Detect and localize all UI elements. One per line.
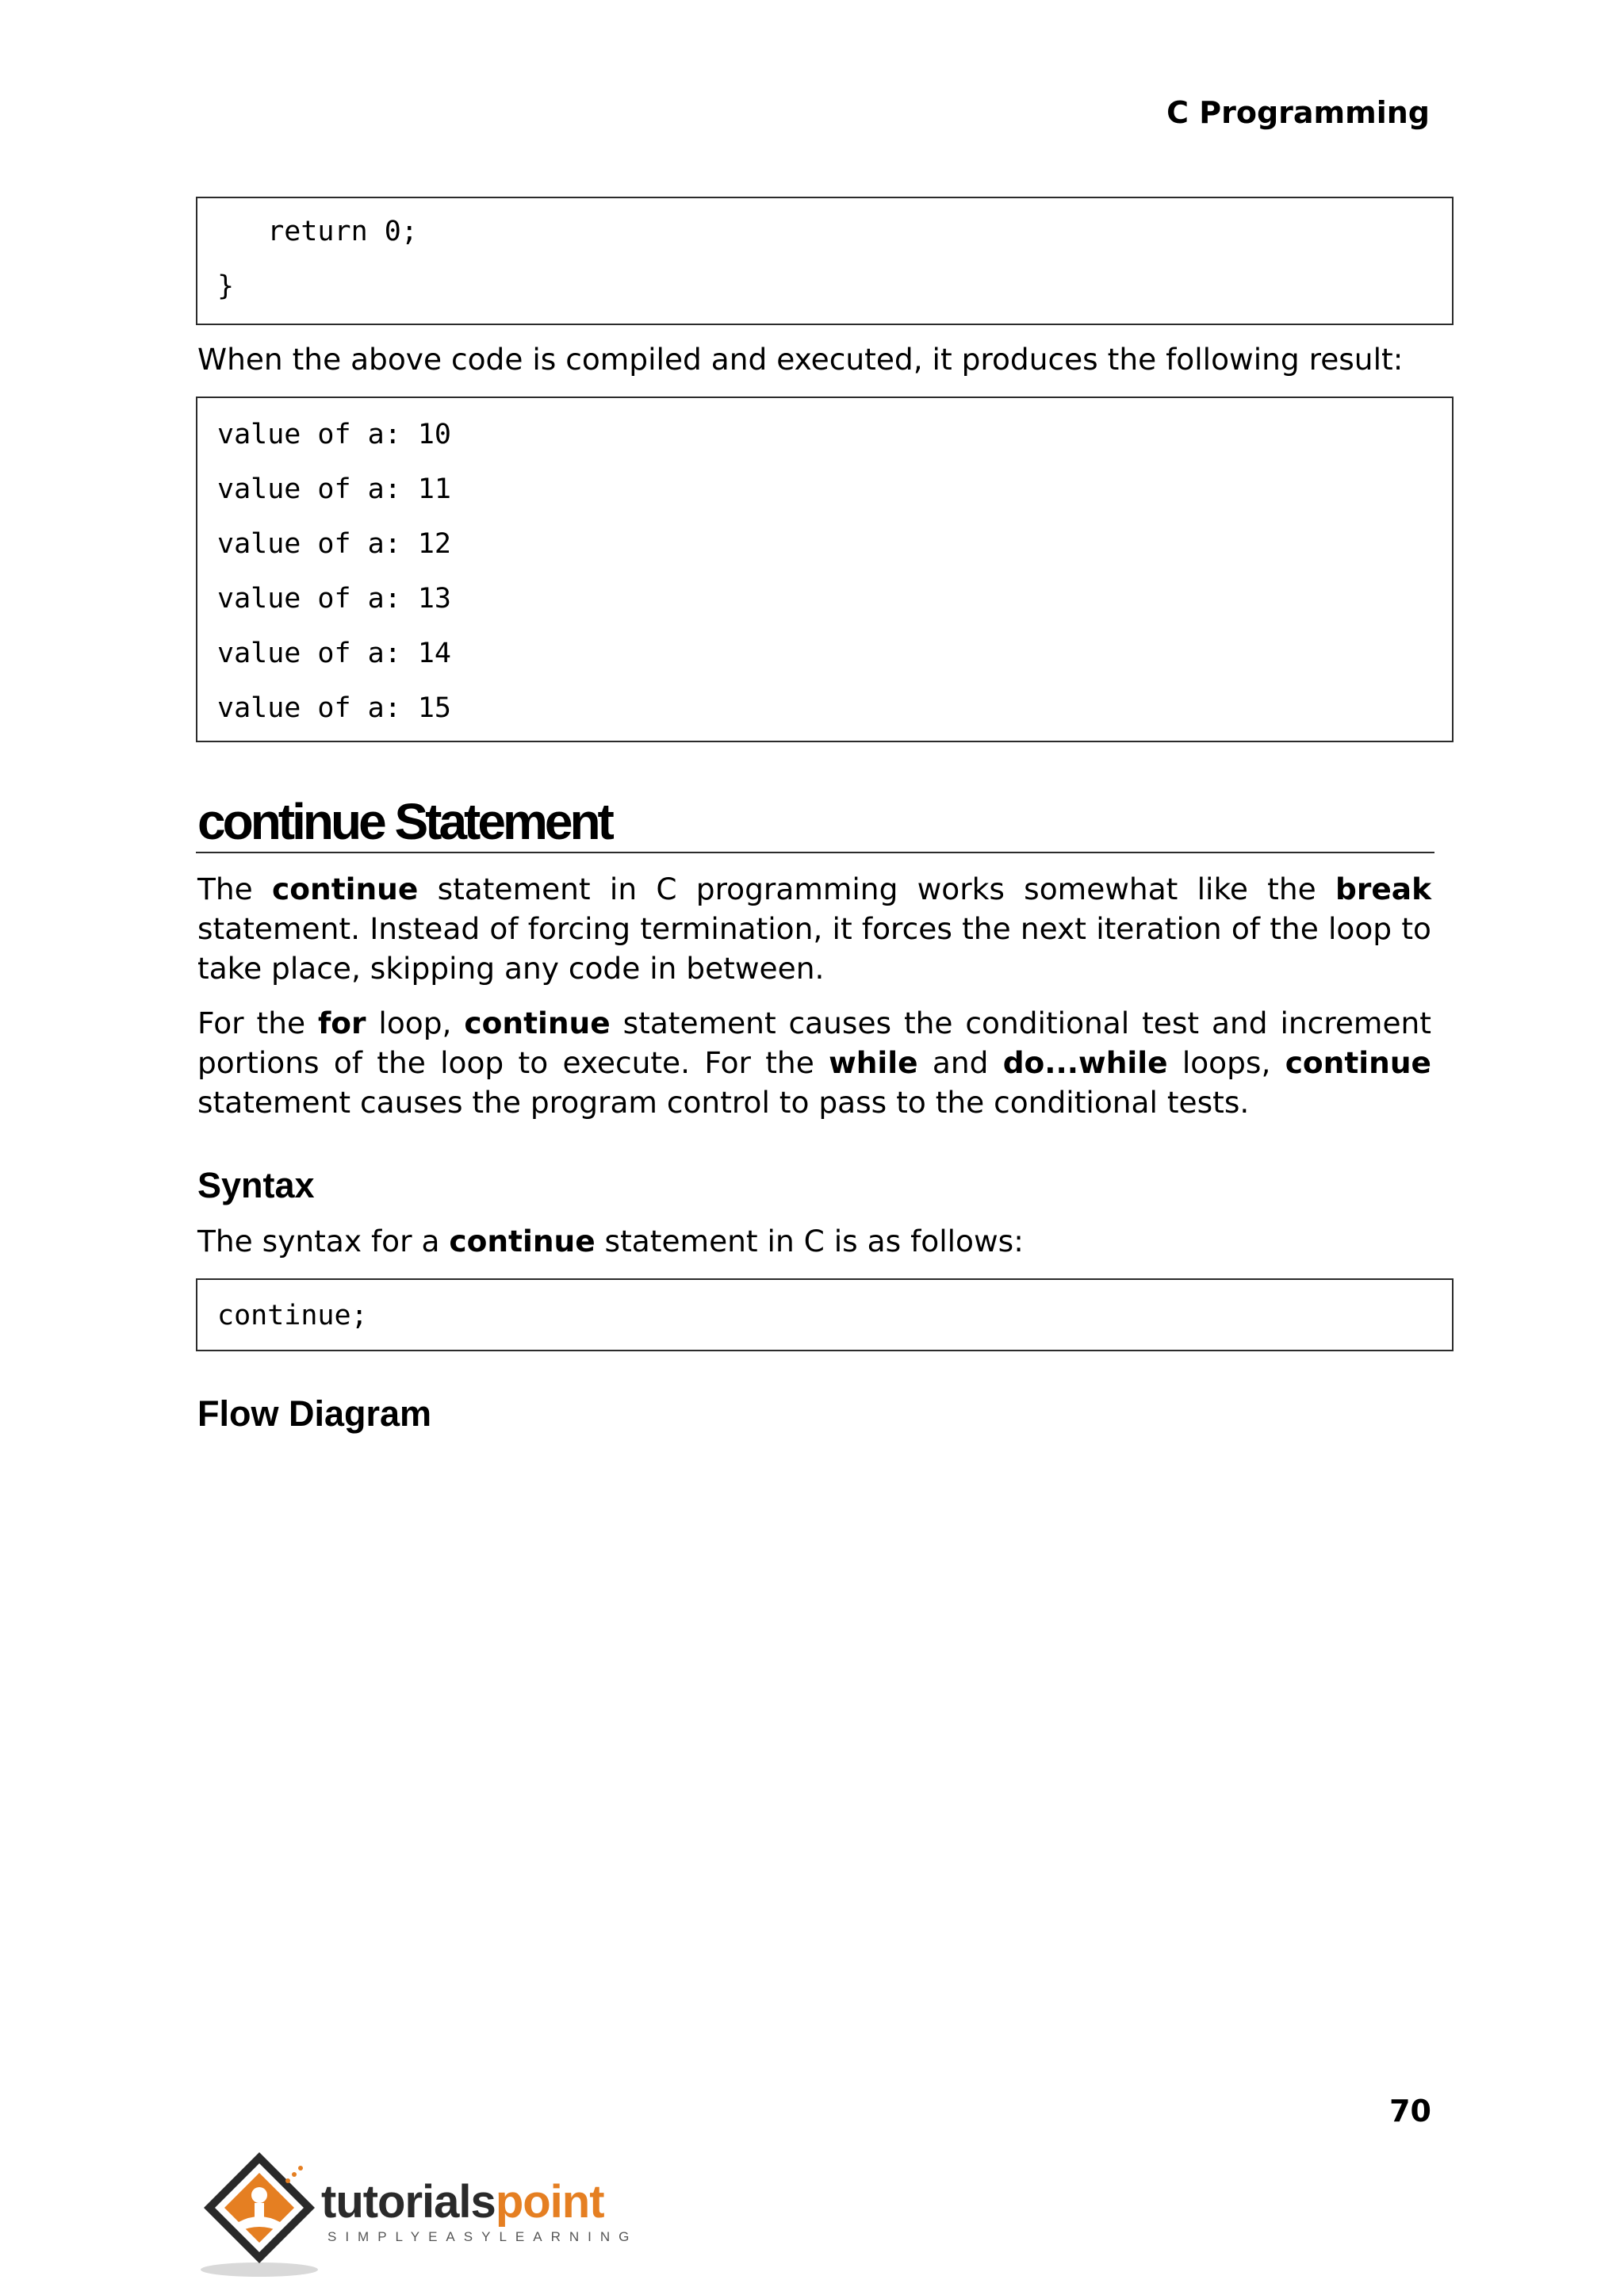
text: The syntax for a (197, 1224, 450, 1259)
code-block-top (196, 197, 1454, 325)
keyword: continue (272, 872, 419, 906)
logo-wordmark (321, 2178, 604, 2227)
syntax-description (197, 1221, 1431, 1261)
keyword: break (1335, 872, 1432, 906)
tutorialspoint-logo (194, 2146, 638, 2281)
text: statement in C is as follows: (595, 1224, 1024, 1259)
keyword: continue (464, 1006, 611, 1040)
paragraph-continue-description (197, 869, 1431, 988)
text: loops, (1167, 1045, 1285, 1080)
text: loop, (366, 1006, 465, 1040)
flow-diagram-heading: Flow Diagram (197, 1393, 432, 1434)
logo-word-tutorials: tutorials (321, 2176, 496, 2228)
output-line: value of a: 14 (217, 638, 452, 669)
logo-word-point: point (495, 2176, 604, 2228)
section-title: continue Statement (197, 793, 611, 850)
keyword: continue (449, 1224, 596, 1259)
text: and (917, 1045, 1003, 1080)
output-line: value of a: 15 (217, 692, 452, 724)
text: For the (197, 1006, 318, 1040)
output-line: value of a: 10 (217, 419, 452, 450)
keyword: do...while (1002, 1045, 1168, 1080)
text: statement causes the program control to pass to the conditional tests. (197, 1085, 1250, 1120)
syntax-code-block (196, 1278, 1454, 1351)
running-header: C Programming (1166, 95, 1430, 130)
intro-text: When the above code is compiled and executed, it produces the following result: (197, 342, 1404, 377)
output-line: value of a: 11 (217, 473, 452, 505)
keyword: for (317, 1006, 366, 1040)
keyword: continue (1285, 1045, 1431, 1080)
text: The (197, 872, 273, 906)
output-line: value of a: 12 (217, 528, 452, 560)
logo-emblem-icon (194, 2146, 321, 2281)
text: statement. Instead of forcing termination, it forces the next iteration of the loop to take place, skipping any code in between. (197, 911, 1431, 986)
code-line: } (217, 270, 235, 302)
logo-tagline: SIMPLYEASYLEARNING (327, 2229, 638, 2244)
text: statement in C programming works somewhat like the (418, 872, 1335, 906)
output-block (196, 397, 1454, 742)
syntax-heading: Syntax (197, 1165, 315, 1205)
section-divider (196, 852, 1434, 853)
page-number: 70 (1389, 2094, 1431, 2128)
code-line: continue; (217, 1300, 368, 1331)
paragraph-loop-behavior (197, 1003, 1431, 1122)
text: statement causes the conditional test and increment portions of the loop to execute. For the (197, 1006, 1431, 1080)
code-line: return 0; (217, 216, 418, 247)
output-line: value of a: 13 (217, 583, 452, 615)
keyword: while (829, 1045, 918, 1080)
